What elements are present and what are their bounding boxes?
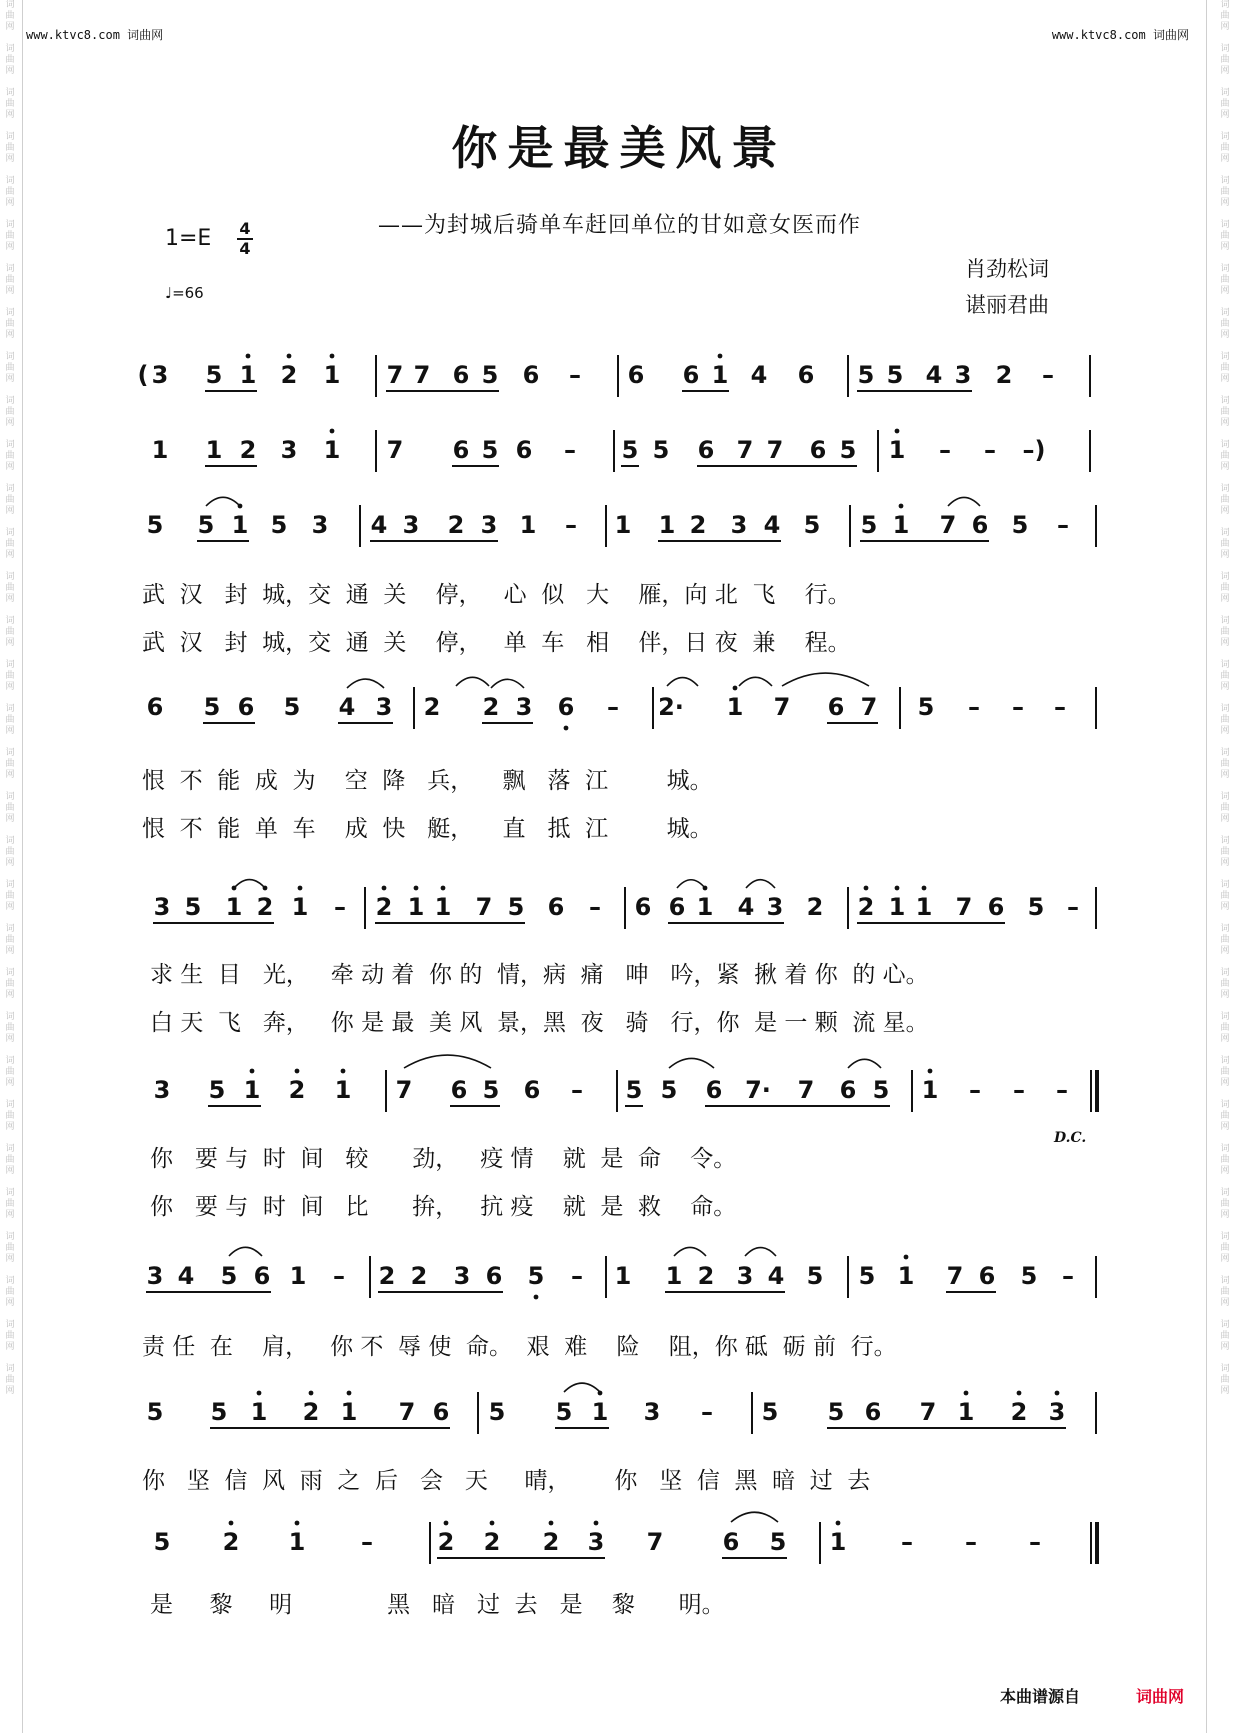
lyric-line: 你 坚 信 风 雨 之 后 会 天 晴， 你 坚 信 黑 暗 过 去 (142, 1468, 871, 1494)
note: 3 (1048, 1398, 1066, 1426)
note: 6 (668, 893, 686, 921)
note: –) (1022, 436, 1046, 464)
slur (948, 497, 980, 506)
note: 4 (737, 893, 755, 921)
lyric-line: 你 要 与 时 间 较 劲， 疫 情 就 是 命 令。 (150, 1146, 737, 1172)
note: 7 (797, 1076, 815, 1104)
octave-dot-high (549, 1521, 554, 1526)
note: 4 (177, 1262, 195, 1290)
note: 7 (946, 1262, 964, 1290)
note: – (1056, 1076, 1068, 1104)
footer-brand-link[interactable]: 词曲网 (1136, 1687, 1185, 1706)
note: 4 (338, 693, 356, 721)
note: 1 (591, 1398, 609, 1426)
note: 4 (763, 511, 781, 539)
note: 2 (1010, 1398, 1028, 1426)
slur (848, 1059, 881, 1068)
octave-dot-high (347, 1391, 352, 1396)
note: – (968, 693, 980, 721)
slur (404, 1055, 491, 1068)
note: 5 (625, 1076, 643, 1104)
note: 5 (660, 1076, 678, 1104)
note: 6 (515, 436, 533, 464)
note: 5 (769, 1528, 787, 1556)
octave-dot-high (295, 1521, 300, 1526)
song-subtitle: ——为封城后骑单车赶回单位的甘如意女医而作 (377, 213, 861, 238)
note: – (965, 1528, 977, 1556)
note: 6 (978, 1262, 996, 1290)
note: 3 (402, 511, 420, 539)
note: – (901, 1528, 913, 1556)
note: 5 (283, 693, 301, 721)
note: 5 (153, 1528, 171, 1556)
note: 2 (437, 1528, 455, 1556)
note: – (361, 1528, 373, 1556)
site-url-left[interactable]: www.ktvc8.com 词曲网 (26, 28, 164, 42)
note: – (1057, 511, 1069, 539)
note: 6 (253, 1262, 271, 1290)
note: 1 (334, 1076, 352, 1104)
octave-dot-high (298, 886, 303, 891)
note: 1 (658, 511, 676, 539)
composer: 谌丽君曲 (965, 293, 1049, 317)
note: – (333, 1262, 345, 1290)
slur (667, 678, 698, 686)
note: 2 (256, 893, 274, 921)
note: 3 (643, 1398, 661, 1426)
note: – (1062, 1262, 1074, 1290)
note: 7 (386, 361, 404, 389)
note: – (969, 1076, 981, 1104)
slur (206, 497, 240, 506)
slur (677, 880, 705, 888)
note: 1 (726, 693, 744, 721)
octave-dot-high (1055, 1391, 1060, 1396)
octave-dot-high (246, 354, 251, 359)
note: 5 (146, 511, 164, 539)
note: 3 (587, 1528, 605, 1556)
slur (745, 1248, 776, 1256)
note: 2 (995, 361, 1013, 389)
octave-dot-high (864, 886, 869, 891)
octave-dot-high (733, 686, 738, 691)
note: 6 (809, 436, 827, 464)
octave-dot-high (257, 1391, 262, 1396)
note: – (589, 893, 601, 921)
lyric-line: 恨 不 能 单 车 成 快 艇， 直 抵 江 城。 (142, 816, 713, 842)
slur (229, 1247, 262, 1256)
note: 1 (888, 436, 906, 464)
octave-dot-high (341, 1069, 346, 1074)
note: 1 (250, 1398, 268, 1426)
note: 5 (205, 361, 223, 389)
song-title: 你是最美风景 (451, 121, 788, 175)
site-url-right[interactable]: www.ktvc8.com 词曲网 (1051, 28, 1189, 42)
octave-dot-high (1017, 1391, 1022, 1396)
time-signature-top: 4 (239, 219, 251, 238)
note: 1 (711, 361, 729, 389)
note: 1 (231, 511, 249, 539)
note: – (1013, 1076, 1025, 1104)
note: 3 (736, 1262, 754, 1290)
slur (456, 677, 489, 686)
note: 2 (542, 1528, 560, 1556)
slur (234, 880, 265, 888)
note: 7 (386, 436, 404, 464)
note: 5 (210, 1398, 228, 1426)
note: 2 (857, 893, 875, 921)
lyric-line: 武 汉 封 城，交 通 关 停， 单 车 相 伴，日 夜 兼 程。 (142, 630, 851, 656)
note: 5 (872, 1076, 890, 1104)
key-signature: 1=E (165, 226, 212, 251)
note: 2 (239, 436, 257, 464)
note: 5 (270, 511, 288, 539)
note: 5 (208, 1076, 226, 1104)
note: – (569, 361, 581, 389)
lyric-line: 求 生 目 光， 牵 动 着 你 的 情，病 痛 呻 吟，紧 揪 着 你 的 心。 (150, 962, 929, 988)
note: 6 (146, 693, 164, 721)
octave-dot-high (904, 1255, 909, 1260)
note: 5 (488, 1398, 506, 1426)
note: 1 (289, 1262, 307, 1290)
note: 7 (398, 1398, 416, 1426)
note: – (1042, 361, 1054, 389)
note: 6 (827, 693, 845, 721)
note: 5 (1027, 893, 1045, 921)
note: 5 (652, 436, 670, 464)
octave-dot-high (250, 1069, 255, 1074)
note: 1 (323, 436, 341, 464)
side-watermark-left: 词 曲 网 词 曲 网 词 曲 网 词 曲 网 词 曲 网 词 曲 网 词 曲 网 词 曲 网 词 曲 网 词 曲 网 词 曲 网 词 曲 网 词 曲 网 词 曲 网 词 曲 网 词 曲 网 词 曲 网 词 曲 网 词 曲 网 词 曲 网 词 曲 网 词 曲 网 词 曲 网 词 曲 网 词 曲 网 词 曲 网 词 曲 网 词 曲 网 词 曲 网 词 曲 网 词 曲 网 词 曲 网 (5, 0, 15, 1396)
note: 5 (527, 1262, 545, 1290)
note: 5 (860, 511, 878, 539)
slur (347, 679, 384, 688)
lyric-line: 武 汉 封 城，交 通 关 停， 心 似 大 雁，向 北 飞 行。 (142, 582, 851, 608)
slur (674, 1247, 706, 1256)
note: 4 (750, 361, 768, 389)
note: 1 (151, 436, 169, 464)
note: 3 (954, 361, 972, 389)
octave-dot-high (895, 886, 900, 891)
note: 7 (736, 436, 754, 464)
note: 2 (288, 1076, 306, 1104)
note: 1 (897, 1262, 915, 1290)
note: 7 (939, 511, 957, 539)
note: 7 (955, 893, 973, 921)
octave-dot-high (441, 886, 446, 891)
note: 7 (413, 361, 431, 389)
note: 5 (555, 1398, 573, 1426)
note: 6 (522, 361, 540, 389)
note: 4 (767, 1262, 785, 1290)
note: 6 (452, 436, 470, 464)
note: 5 (1011, 511, 1029, 539)
octave-dot-high (229, 1521, 234, 1526)
note: 5 (482, 1076, 500, 1104)
lyric-line: 你 要 与 时 间 比 拚， 抗 疫 就 是 救 命。 (150, 1194, 737, 1220)
note: 1 (519, 511, 537, 539)
note: 6 (987, 893, 1005, 921)
note: ( (137, 361, 149, 389)
note: 5 (481, 436, 499, 464)
note: 3 (151, 361, 169, 389)
note: 6 (705, 1076, 723, 1104)
note: 1 (340, 1398, 358, 1426)
note: 6 (452, 361, 470, 389)
octave-dot-low (534, 1295, 539, 1300)
note: 6 (627, 361, 645, 389)
note: – (984, 436, 996, 464)
note: 5 (858, 1262, 876, 1290)
note: 6 (682, 361, 700, 389)
note: 7 (646, 1528, 664, 1556)
note: 2 (302, 1398, 320, 1426)
note: 7 (766, 436, 784, 464)
slur (739, 677, 772, 686)
note: 3 (375, 693, 393, 721)
note: – (334, 893, 346, 921)
octave-dot-high (287, 354, 292, 359)
note: 5 (1020, 1262, 1038, 1290)
note: 2· (658, 693, 684, 721)
note: 1 (614, 1262, 632, 1290)
note: – (1012, 693, 1024, 721)
note: 3 (730, 511, 748, 539)
note: 3 (515, 693, 533, 721)
note: 5 (761, 1398, 779, 1426)
note: 1 (696, 893, 714, 921)
note: 3 (146, 1262, 164, 1290)
note: 3 (311, 511, 329, 539)
octave-dot-high (594, 1521, 599, 1526)
note: 1 (921, 1076, 939, 1104)
note: 5 (839, 436, 857, 464)
slur (491, 679, 524, 688)
note: 4 (370, 511, 388, 539)
note: 1 (239, 361, 257, 389)
note: 1 (829, 1528, 847, 1556)
octave-dot-high (490, 1521, 495, 1526)
note: – (565, 511, 577, 539)
note: – (564, 436, 576, 464)
octave-dot-high (928, 1069, 933, 1074)
note: 5 (146, 1398, 164, 1426)
note: 3 (480, 511, 498, 539)
note: 7· (745, 1076, 771, 1104)
lyric-line: 责 任 在 肩， 你 不 辱 使 命。 艰 难 险 阻，你 砥 砺 前 行。 (142, 1334, 897, 1360)
slur (564, 1383, 600, 1392)
note: 5 (184, 893, 202, 921)
note: 6 (971, 511, 989, 539)
note: 6 (722, 1528, 740, 1556)
note: 1 (288, 1528, 306, 1556)
note: 1 (291, 893, 309, 921)
note: 1 (225, 893, 243, 921)
lyric-line: 白 天 飞 奔， 你 是 最 美 风 景，黑 夜 骑 行，你 是 一 颗 流 星。 (150, 1010, 929, 1036)
note: 6 (237, 693, 255, 721)
note: 6 (839, 1076, 857, 1104)
lyricist: 肖劲松词 (965, 257, 1049, 281)
note: 6 (523, 1076, 541, 1104)
note: 5 (827, 1398, 845, 1426)
octave-dot-high (895, 429, 900, 434)
note: 3 (766, 893, 784, 921)
note: 2 (378, 1262, 396, 1290)
octave-dot-high (309, 1391, 314, 1396)
note: 5 (803, 511, 821, 539)
note: 5 (621, 436, 639, 464)
note: 6 (697, 436, 715, 464)
octave-dot-high (836, 1521, 841, 1526)
note: 5 (806, 1262, 824, 1290)
octave-dot-low (564, 726, 569, 731)
note: 5 (220, 1262, 238, 1290)
note: – (1067, 893, 1079, 921)
octave-dot-high (330, 354, 335, 359)
note: – (1029, 1528, 1041, 1556)
octave-dot-high (330, 429, 335, 434)
note: 6 (634, 893, 652, 921)
note: 1 (888, 893, 906, 921)
note: 2 (806, 893, 824, 921)
note: 1 (407, 893, 425, 921)
note: 1 (434, 893, 452, 921)
octave-dot-high (444, 1521, 449, 1526)
note: 2 (483, 1528, 501, 1556)
note: 1 (323, 361, 341, 389)
note: 2 (482, 693, 500, 721)
note: 2 (423, 693, 441, 721)
note: 4 (925, 361, 943, 389)
note: 6 (432, 1398, 450, 1426)
note: 1 (243, 1076, 261, 1104)
octave-dot-high (922, 886, 927, 891)
footer-source (1000, 1684, 1184, 1707)
note: 1 (614, 511, 632, 539)
note: 2 (375, 893, 393, 921)
note: 5 (481, 361, 499, 389)
note: 5 (917, 693, 935, 721)
octave-dot-high (964, 1391, 969, 1396)
note: – (571, 1076, 583, 1104)
note: 6 (557, 693, 575, 721)
note: 1 (892, 511, 910, 539)
lyric-line: 是 黎 明 黑 暗 过 去 是 黎 明。 (150, 1592, 725, 1618)
da-capo-mark: D.C. (1054, 1130, 1087, 1146)
note: 2 (410, 1262, 428, 1290)
note: 3 (453, 1262, 471, 1290)
note: 5 (197, 511, 215, 539)
note: 6 (450, 1076, 468, 1104)
note: – (1054, 693, 1066, 721)
note: 2 (447, 511, 465, 539)
note: 2 (222, 1528, 240, 1556)
slur (669, 1058, 714, 1068)
note: – (939, 436, 951, 464)
octave-dot-high (382, 886, 387, 891)
note: 2 (689, 511, 707, 539)
lyric-line: 恨 不 能 成 为 空 降 兵， 飘 落 江 城。 (142, 768, 713, 794)
note: 5 (886, 361, 904, 389)
note: 1 (957, 1398, 975, 1426)
slur (746, 880, 775, 888)
note: 1 (665, 1262, 683, 1290)
note: 5 (857, 361, 875, 389)
note: – (571, 1262, 583, 1290)
note: 3 (153, 893, 171, 921)
note: 2 (280, 361, 298, 389)
tempo-marking: ♩=66 (165, 284, 204, 302)
octave-dot-high (414, 886, 419, 891)
side-watermark-right: 词 曲 网 词 曲 网 词 曲 网 词 曲 网 词 曲 网 词 曲 网 词 曲 网 词 曲 网 词 曲 网 词 曲 网 词 曲 网 词 曲 网 词 曲 网 词 曲 网 词 曲 网 词 曲 网 词 曲 网 词 曲 网 词 曲 网 词 曲 网 词 曲 网 词 曲 网 词 曲 网 词 曲 网 词 曲 网 词 曲 网 词 曲 网 词 曲 网 词 曲 网 词 曲 网 词 曲 网 词 曲 网 (1220, 0, 1230, 1396)
footer-source-label: 本曲谱源自 (1000, 1687, 1081, 1706)
note: 6 (797, 361, 815, 389)
note: 6 (547, 893, 565, 921)
note: – (701, 1398, 713, 1426)
octave-dot-high (295, 1069, 300, 1074)
note: 2 (697, 1262, 715, 1290)
note: 7 (860, 693, 878, 721)
note: 5 (203, 693, 221, 721)
note: 6 (864, 1398, 882, 1426)
note: 7 (773, 693, 791, 721)
note: 7 (919, 1398, 937, 1426)
note: 1 (205, 436, 223, 464)
note: 3 (280, 436, 298, 464)
note: 3 (153, 1076, 171, 1104)
note: 7 (395, 1076, 413, 1104)
note: – (607, 693, 619, 721)
note: 6 (485, 1262, 503, 1290)
note: 7 (475, 893, 493, 921)
slur (731, 1512, 778, 1522)
note: 5 (507, 893, 525, 921)
note: 1 (915, 893, 933, 921)
slur (782, 673, 869, 686)
octave-dot-high (718, 354, 723, 359)
time-signature-bottom: 4 (239, 239, 251, 258)
octave-dot-high (899, 504, 904, 509)
